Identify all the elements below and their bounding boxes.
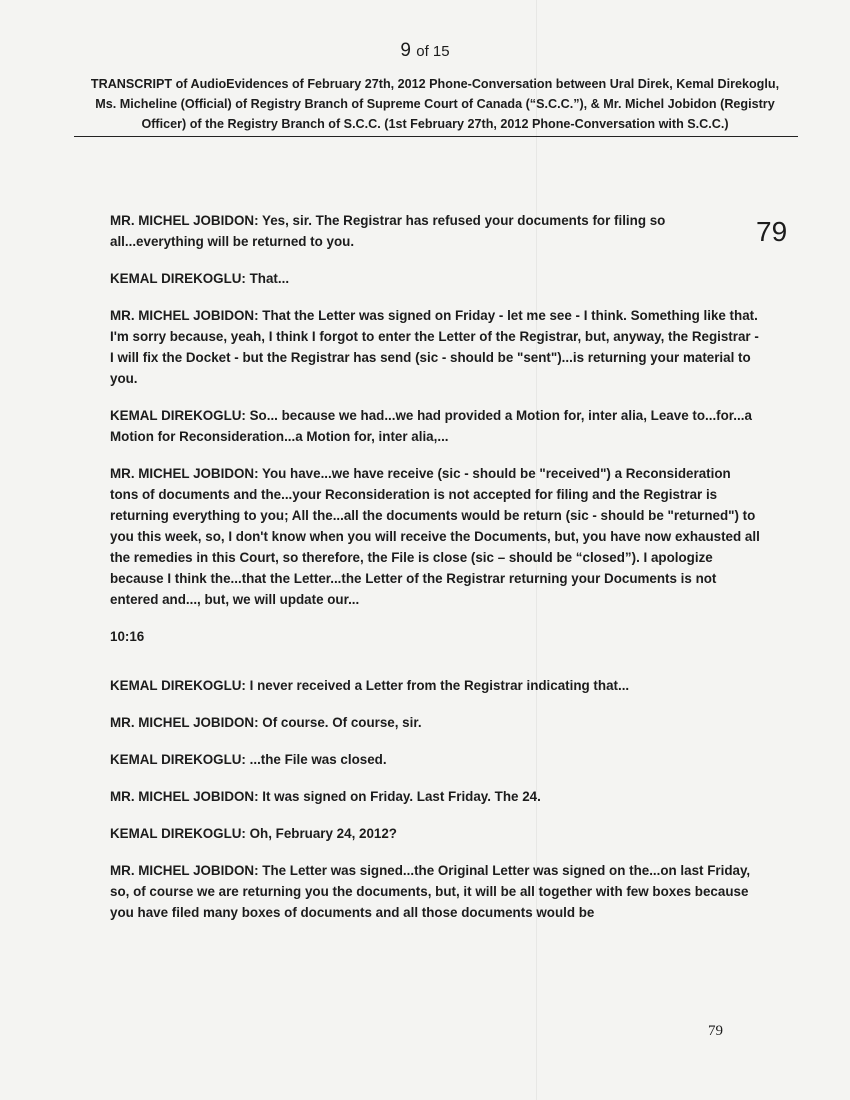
transcript-turn — [110, 860, 760, 923]
speaker-name: KEMAL DIREKOGLU: — [110, 826, 246, 841]
speaker-name: MR. MICHEL JOBIDON: — [110, 466, 259, 481]
transcript-body — [110, 210, 760, 939]
page-footer-number: 79 — [708, 1023, 723, 1039]
transcript-turn — [110, 823, 760, 844]
transcript-turn — [110, 405, 760, 447]
speaker-name: MR. MICHEL JOBIDON: — [110, 789, 259, 804]
page-counter-number: 9 — [400, 40, 411, 61]
speech-text: ...the File was closed. — [249, 752, 387, 767]
speech-text: So... because we had...we had provided a Motion for, inter alia, Leave to...for...a Motion for Reconsideration...a Motion for, inter alia,... — [110, 408, 752, 444]
speech-text: Yes, sir. The Registrar has refused your documents for filing so all...everything will be returned to you. — [110, 213, 666, 249]
transcript-turn — [110, 305, 760, 389]
speaker-name: KEMAL DIREKOGLU: — [110, 678, 246, 693]
speech-text: The Letter was signed...the Original Letter was signed on the...on last Friday, so, of course we are returning you the documents, but, it will be all together with few boxes because you have filed many boxes of documents and all those documents would be — [110, 863, 751, 920]
header-line-1: TRANSCRIPT of AudioEvidences of February 27th, 2012 Phone-Conversation between Ural Direk, Kemal Direkoglu, — [90, 77, 780, 91]
speaker-name: KEMAL DIREKOGLU: — [110, 408, 246, 423]
transcript-turn — [110, 675, 760, 696]
speaker-name: KEMAL DIREKOGLU: — [110, 752, 246, 767]
speaker-name: MR. MICHEL JOBIDON: — [110, 308, 259, 323]
page-counter-total: of 15 — [416, 43, 450, 60]
margin-page-number: 79 — [756, 216, 788, 247]
speaker-name: MR. MICHEL JOBIDON: — [110, 715, 259, 730]
speaker-name: MR. MICHEL JOBIDON: — [110, 863, 259, 878]
transcript-turn — [110, 210, 760, 252]
transcript-turn — [110, 712, 760, 733]
header-line-2: Ms. Micheline (Official) of Registry Branch of Supreme Court of Canada (“S.C.C.”), & Mr. Michel Jobidon (Registry — [95, 97, 775, 111]
speech-text: I never received a Letter from the Registrar indicating that... — [249, 678, 630, 693]
page-counter — [0, 40, 850, 62]
speech-text: You have...we have receive (sic - should be "received") a Reconsideration tons of documents and the...your Reconsideration is not accepted for filing and the Registrar is returning everything to you; All the...all the documents would be return (sic - should be "returned") to you this week, so, I don't know when you will receive the Documents, but, you have now exhausted all the remedies in this Court, so therefore, the File is close (sic – should be “closed”). I apologize because I think the...that the Letter...the Letter of the Registrar returning your Documents is not entered and..., but, we will update our... — [110, 466, 760, 607]
speech-text: That... — [249, 271, 290, 286]
transcript-turn — [110, 786, 760, 807]
speech-text: It was signed on Friday. Last Friday. The 24. — [262, 789, 541, 804]
header-line-3: Officer) of the Registry Branch of S.C.C. (1st February 27th, 2012 Phone-Conversation with S.C.C.) — [141, 117, 729, 131]
speech-text: Oh, February 24, 2012? — [249, 826, 397, 841]
transcript-turn — [110, 463, 760, 610]
header-rule — [74, 136, 798, 137]
speech-text: That the Letter was signed on Friday - let me see - I think. Something like that. I'm sorry because, yeah, I think I forgot to enter the Letter of the Registrar, but, anyway, the Registrar - I will fix the Docket - but the Registrar has send (sic - should be "sent")...is returning your material to you. — [110, 308, 759, 386]
transcript-turn — [110, 749, 760, 770]
timestamp: 10:16 — [110, 629, 145, 644]
speech-text: Of course. Of course, sir. — [262, 715, 422, 730]
speaker-name: MR. MICHEL JOBIDON: — [110, 213, 259, 228]
transcript-header — [70, 74, 800, 134]
transcript-turn — [110, 268, 760, 289]
speaker-name: KEMAL DIREKOGLU: — [110, 271, 246, 286]
